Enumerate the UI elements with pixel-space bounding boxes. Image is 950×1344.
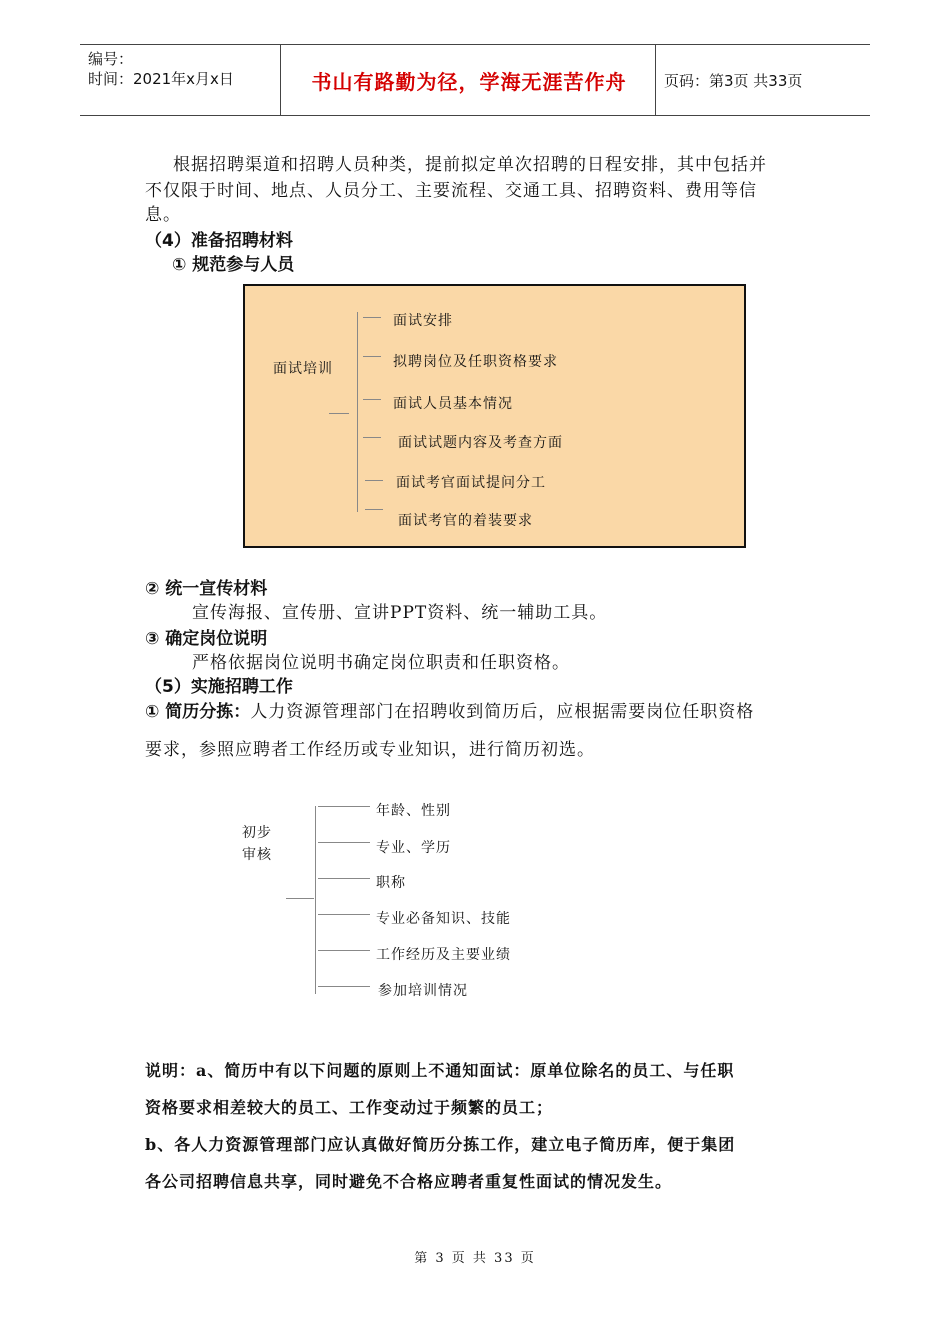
note-line-3: b、各人力资源管理部门应认真做好简历分拣工作，建立电子简历库，便于集团 <box>145 1135 736 1154</box>
dash <box>318 986 370 987</box>
number-label: 编号： <box>88 50 134 68</box>
diagram2-item: 参加培训情况 <box>378 983 468 999</box>
section5-sub1-text: 人力资源管理部门在招聘收到简历后，应根据需要岗位任职资格 <box>250 702 755 722</box>
dash <box>363 437 381 438</box>
header-motto: 书山有路勤为径，学海无涯苦作舟 <box>311 69 627 94</box>
diagram1-item: 面试人员基本情况 <box>393 396 513 412</box>
dash <box>363 356 381 357</box>
dash <box>365 480 383 481</box>
brace-connector <box>286 898 314 899</box>
diagram1-item: 面试安排 <box>393 313 453 329</box>
diagram1-item: 拟聘岗位及任职资格要求 <box>393 354 558 370</box>
header-divider <box>280 45 281 115</box>
intro-line-3: 息。 <box>145 205 181 225</box>
section4-sub3-text: 严格依据岗位说明书确定岗位职责和任职资格。 <box>192 653 570 673</box>
dash <box>318 842 370 843</box>
brace-connector <box>329 413 349 414</box>
section5-sub1-text2: 要求，参照应聘者工作经历或专业知识，进行简历初选。 <box>145 740 595 760</box>
time-label: 时间：2021年x月x日 <box>88 70 234 88</box>
dash <box>365 509 383 510</box>
interview-training-diagram <box>243 284 746 548</box>
section5-sub1-line <box>145 697 754 722</box>
section4-sub2-text: 宣传海报、宣传册、宣讲PPT资料、统一辅助工具。 <box>192 603 608 623</box>
note-line-1: 说明：a、简历中有以下问题的原则上不通知面试：原单位除名的员工、与任职 <box>145 1061 735 1080</box>
page-header <box>80 44 870 116</box>
page-footer: 第 3 页 共 33 页 <box>414 1251 536 1266</box>
diagram2-item: 职称 <box>376 875 406 891</box>
dash <box>363 399 381 400</box>
dash <box>318 878 370 879</box>
header-meta <box>88 49 234 89</box>
section5-sub1-label: ① 简历分拣： <box>145 702 251 722</box>
diagram2-item: 专业必备知识、技能 <box>376 911 511 927</box>
diagram1-item: 面试试题内容及考查方面 <box>398 435 563 451</box>
diagram2-item: 工作经历及主要业绩 <box>376 947 511 963</box>
diagram1-root: 面试培训 <box>273 361 333 377</box>
dash <box>318 950 370 951</box>
dash <box>363 317 381 318</box>
section4-sub1: ① 规范参与人员 <box>172 255 295 275</box>
diagram2-item: 专业、学历 <box>376 840 451 856</box>
header-page-code: 页码：第3页 共33页 <box>664 71 803 90</box>
section5-title: （5）实施招聘工作 <box>145 677 293 697</box>
section4-title: （4）准备招聘材料 <box>145 231 293 251</box>
note-line-4: 各公司招聘信息共享，同时避免不合格应聘者重复性面试的情况发生。 <box>145 1172 673 1191</box>
note-line-2: 资格要求相差较大的员工、工作变动过于频繁的员工； <box>145 1098 554 1117</box>
section4-sub2: ② 统一宣传材料 <box>145 579 268 599</box>
diagram2-item: 年龄、性别 <box>376 803 451 819</box>
intro-line-2: 不仅限于时间、地点、人员分工、主要流程、交通工具、招聘资料、费用等信 <box>145 181 757 201</box>
header-divider <box>655 45 656 115</box>
diagram2-root-2: 审核 <box>242 847 272 863</box>
brace-line <box>357 312 358 512</box>
section4-sub3: ③ 确定岗位说明 <box>145 629 268 649</box>
preliminary-review-diagram <box>230 790 560 1000</box>
dash <box>318 806 370 807</box>
diagram1-item: 面试考官的着装要求 <box>398 513 533 529</box>
diagram2-root-1: 初步 <box>242 825 272 841</box>
dash <box>318 914 370 915</box>
intro-line-1: 根据招聘渠道和招聘人员种类，提前拟定单次招聘的日程安排，其中包括并 <box>173 155 767 175</box>
brace-line <box>315 806 316 994</box>
diagram1-item: 面试考官面试提问分工 <box>396 475 546 491</box>
